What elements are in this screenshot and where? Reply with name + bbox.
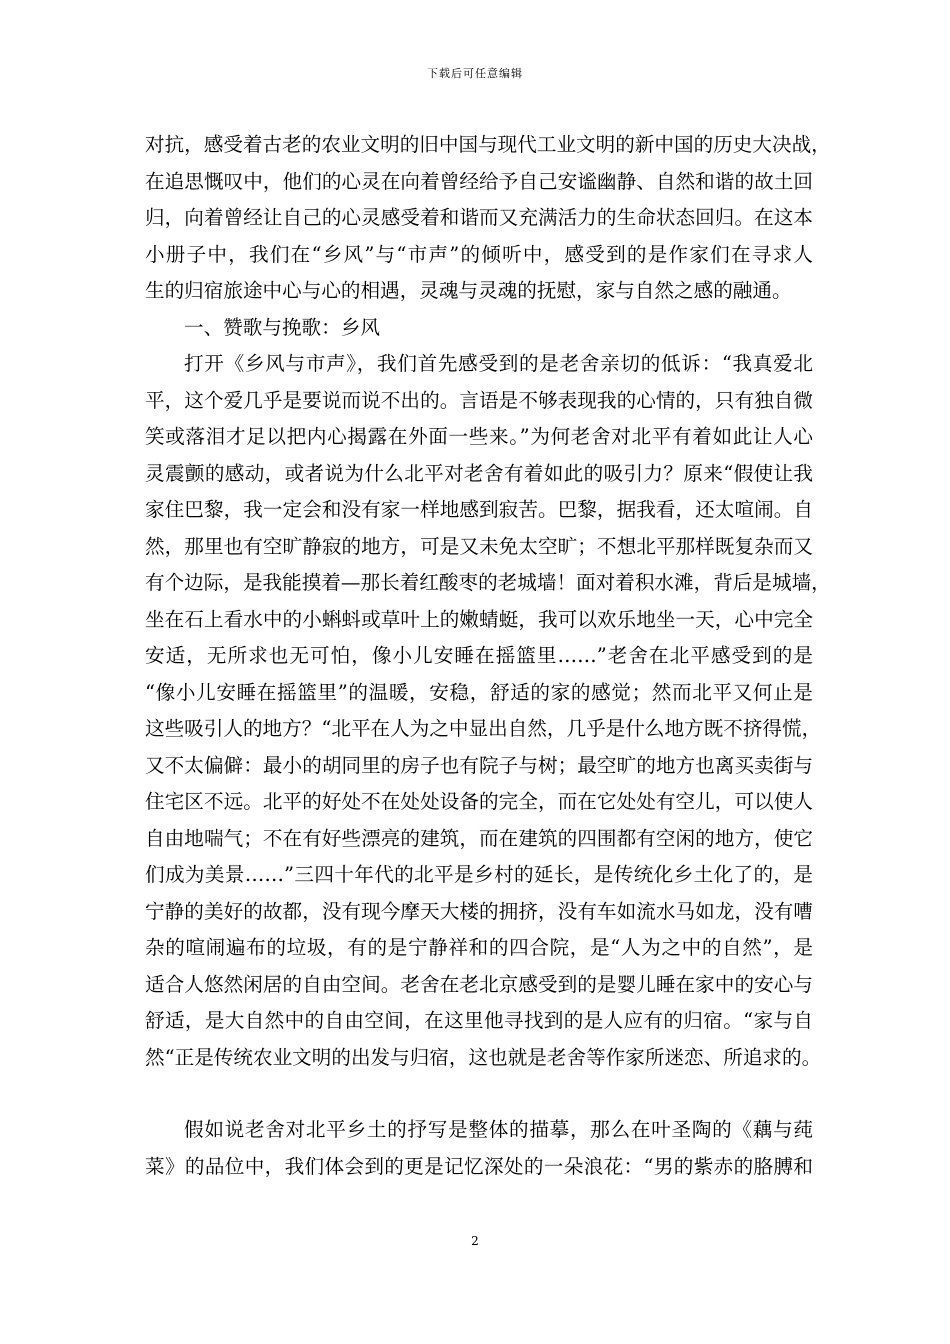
- paragraph-line: 这些吸引人的地方？“北平在人为之中显出自然，几乎是什么地方既不挤得慌，: [145, 717, 822, 740]
- paragraph-line: 有个边际，是我能摸着—那长着红酸枣的老城墙！面对着积水滩，背后是城墙，: [145, 571, 831, 594]
- paragraph-1: [145, 127, 831, 310]
- paragraph-2: [145, 346, 831, 1076]
- paragraph-line: 在追思慨叹中，他们的心灵在向着曾经给予自己安谧幽静、自然和谐的故土回: [145, 169, 813, 193]
- paragraph-line: 们成为美景……”三四十年代的北平是乡村的延长，是传统化乡土化了的，是: [145, 863, 813, 886]
- paragraph-line: 打开《乡风与市声》，我们首先感受到的是老舍亲切的低诉：“我真爱北: [184, 352, 813, 375]
- paragraph-line: 适合人悠然闲居的自由空间。老舍在老北京感受到的是婴儿睡在家中的安心与: [145, 972, 813, 996]
- page-header: 下载后可任意编辑: [427, 67, 523, 80]
- paragraph-line: 灵震颤的感动，或者说为什么北平对老舍有着如此的吸引力？原来“假使让我: [145, 461, 813, 485]
- paragraph-line: 安适，无所求也无可怕，像小儿安睡在摇篮里……”老舍在北平感受到的是: [145, 644, 813, 667]
- paragraph-line: 宁静的美好的故都，没有现今摩天大楼的拥挤，没有车如流水马如龙，没有嘈: [145, 899, 813, 923]
- paragraph-line: 菜》的品位中，我们体会到的更是记忆深处的一朵浪花：“男的紫赤的胳膊和: [145, 1154, 813, 1178]
- section-heading: 一、赞歌与挽歌：乡风: [184, 315, 380, 339]
- paragraph-line: 假如说老舍对北平乡土的抒写是整体的描摹，那么在叶圣陶的《藕与莼: [184, 1118, 813, 1141]
- paragraph-line: 生的归宿旅途中心与心的相遇，灵魂与灵魂的抚慰，家与自然之感的融通。: [145, 279, 792, 302]
- page-number: 2: [471, 1234, 479, 1248]
- paragraph-line: “像小儿安睡在摇篮里”的温暖，安稳，舒适的家的感觉；然而北平又何止是: [145, 680, 813, 704]
- paragraph-line: 自由地喘气；不在有好些漂亮的建筑，而在建筑的四围都有空闲的地方，使它: [145, 826, 813, 850]
- paragraph-line: 然“正是传统农业文明的出发与归宿，这也就是老舍等作家所迷恋、所追求的。: [145, 1045, 822, 1069]
- paragraph-line: 家住巴黎，我一定会和没有家一样地感到寂苦。巴黎，据我看，还太喧闹。自: [145, 498, 813, 521]
- paragraph-line: 住宅区不远。北平的好处不在处处设备的完全，而在它处处有空儿，可以使人: [145, 790, 813, 813]
- paragraph-3: [145, 1112, 813, 1185]
- paragraph-line: 坐在石上看水中的小蝌蚪或草叶上的嫩蜻蜓，我可以欢乐地坐一天，心中完全: [145, 607, 813, 631]
- paragraph-line: 杂的喧闹遍布的垃圾，有的是宁静祥和的四合院，是“人为之中的自然”，是: [145, 936, 813, 959]
- paragraph-line: 又不太偏僻：最小的胡同里的房子也有院子与树；最空旷的地方也离买卖街与: [145, 753, 813, 777]
- paragraph-line: 对抗，感受着古老的农业文明的旧中国与现代工业文明的新中国的历史大决战，: [145, 133, 831, 156]
- paragraph-spacer: [145, 1076, 813, 1112]
- document-body: [145, 127, 831, 1185]
- paragraph-line: 舒适，是大自然中的自由空间，在这里他寻找到的是人应有的归宿。“家与自: [145, 1009, 813, 1032]
- paragraph-line: 然，那里也有空旷静寂的地方，可是又未免太空旷；不想北平那样既复杂而又: [145, 534, 813, 558]
- paragraph-line: 小册子中，我们在“乡风”与“市声”的倾听中，感受到的是作家们在寻求人: [145, 242, 813, 266]
- paragraph-line: 归，向着曾经让自己的心灵感受着和谐而又充满活力的生命状态回归。在这本: [145, 206, 813, 229]
- paragraph-line: 笑或落泪才足以把内心揭露在外面一些来。”为何老舍对北平有着如此让人心: [145, 425, 813, 448]
- paragraph-line: 平，这个爱几乎是要说而说不出的。言语是不够表现我的心情的，只有独自微: [145, 388, 813, 412]
